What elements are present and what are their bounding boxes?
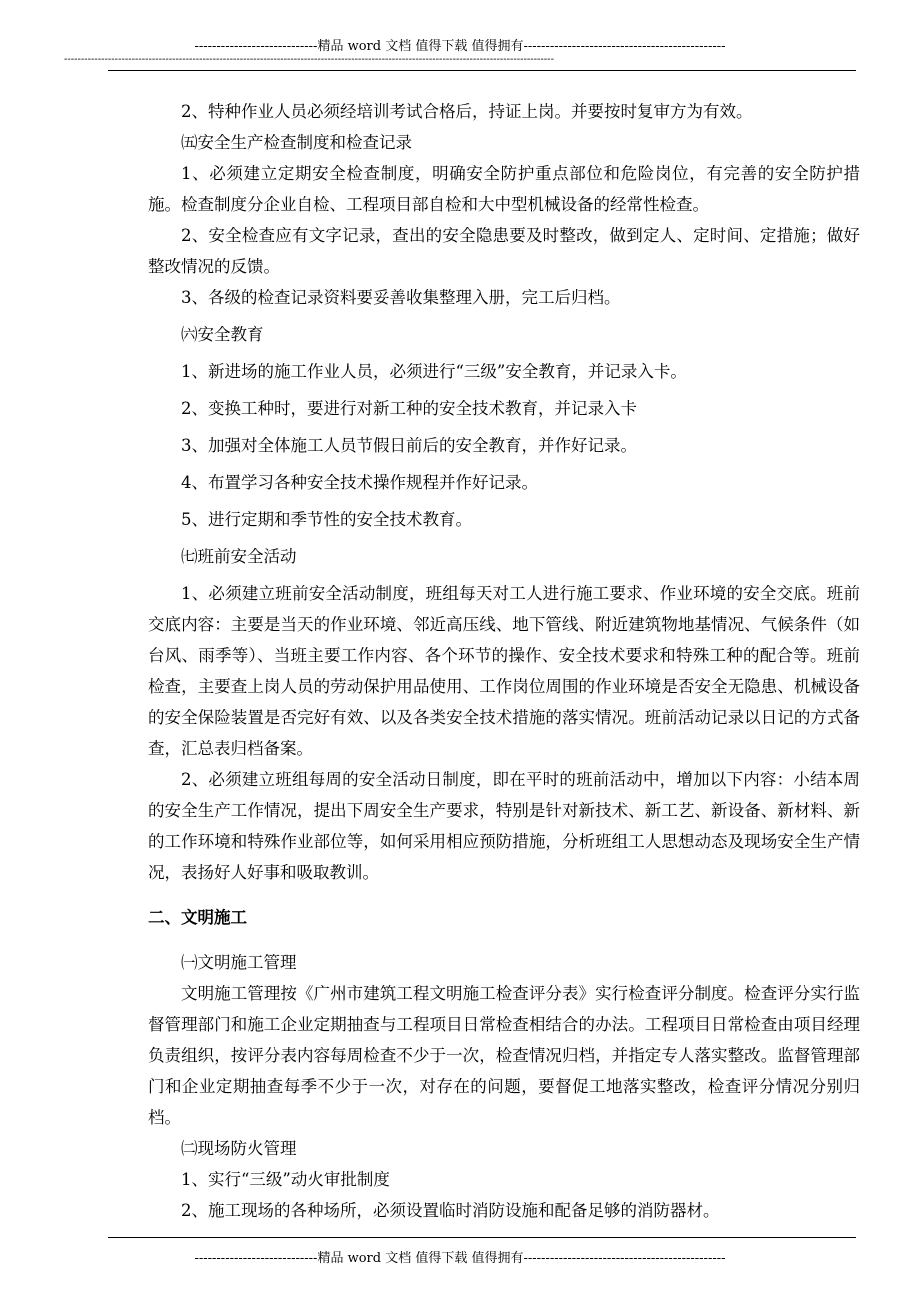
subsection-heading: ㈦班前安全活动 bbox=[181, 547, 297, 566]
paragraph: 2、安全检查应有文字记录，查出的安全隐患要及时整改，做到定人、定时间、定措施；做好整改情况的反馈。 bbox=[148, 226, 860, 276]
subsection-heading: ㈡现场防火管理 bbox=[181, 1139, 297, 1158]
paragraph: 文明施工管理按《广州市建筑工程文明施工检查评分表》实行检查评分制度。检查评分实行监督管理部门和施工企业定期抽查与工程项目日常检查相结合的办法。工程项目日常检查由项目经理负责组织，按评分表内容每周检查不少于一次，检查情况归档，并指定专人落实整改。监督管理部门和企业定期抽查每季不少于一次，对存在的问题，要督促工地落实整改，检查评分情况分别归档。 bbox=[148, 984, 860, 1127]
paragraph: 1、新进场的施工作业人员，必须进行“三级”安全教育，并记录入卡。 bbox=[181, 362, 687, 381]
header-banner: ----------------------------精品 word 文档 值得下载 值得拥有---------------------------------------------- bbox=[194, 39, 726, 54]
paragraph: 5、进行定期和季节性的安全技术教育。 bbox=[181, 510, 472, 529]
subsection-heading: ㈥安全教育 bbox=[181, 325, 264, 344]
header-dash-line: ------------------------------------------------------------------------------------------------------------------------------------------------- bbox=[64, 54, 554, 65]
paragraph: 3、各级的检查记录资料要妥善收集整理入册，完工后归档。 bbox=[181, 288, 621, 307]
footer-rule bbox=[108, 1237, 856, 1238]
paragraph: 3、加强对全体施工人员节假日前后的安全教育，并作好记录。 bbox=[181, 436, 637, 455]
subsection-heading: ㈤安全生产检查制度和检查记录 bbox=[181, 133, 412, 152]
paragraph: 1、必须建立班前安全活动制度，班组每天对工人进行施工要求、作业环境的安全交底。班前交底内容：主要是当天的作业环境、邻近高压线、地下管线、附近建筑物地基情况、气候条件（如台风、雨季等）、当班主要工作内容、各个环节的操作、安全技术要求和特殊工种的配合等。班前检查，主要查上岗人员的劳动保护用品使用、工作岗位周围的作业环境是否安全无隐患、机械设备的安全保险装置是否完好有效、以及各类安全技术措施的落实情况。班前活动记录以日记的方式备查，汇总表归档备案。 bbox=[148, 584, 860, 758]
paragraph: 2、特种作业人员必须经培训考试合格后，持证上岗。并要按时复审方为有效。 bbox=[181, 102, 753, 121]
paragraph: 2、施工现场的各种场所，必须设置临时消防设施和配备足够的消防器材。 bbox=[181, 1201, 720, 1220]
section-heading: 二、文明施工 bbox=[148, 908, 247, 927]
document-body bbox=[148, 96, 860, 1226]
subsection-heading: ㈠文明施工管理 bbox=[181, 953, 297, 972]
paragraph: 1、必须建立定期安全检查制度，明确安全防护重点部位和危险岗位，有完善的安全防护措施。检查制度分企业自检、工程项目部自检和大中型机械设备的经常性检查。 bbox=[148, 164, 860, 214]
header-rule bbox=[108, 70, 856, 71]
paragraph: 2、必须建立班组每周的安全活动日制度，即在平时的班前活动中，增加以下内容：小结本周的安全生产工作情况，提出下周安全生产要求，特别是针对新技术、新工艺、新设备、新材料、新的工作环境和特殊作业部位等，如何采用相应预防措施，分析班组工人思想动态及现场安全生产情况，表扬好人好事和吸取教训。 bbox=[148, 770, 860, 882]
footer-banner: ----------------------------精品 word 文档 值得下载 值得拥有---------------------------------------------- bbox=[194, 1251, 726, 1266]
paragraph: 1、实行“三级”动火审批制度 bbox=[181, 1170, 390, 1189]
paragraph: 4、布置学习各种安全技术操作规程并作好记录。 bbox=[181, 473, 538, 492]
paragraph: 2、变换工种时，要进行对新工种的安全技术教育，并记录入卡 bbox=[181, 399, 637, 418]
